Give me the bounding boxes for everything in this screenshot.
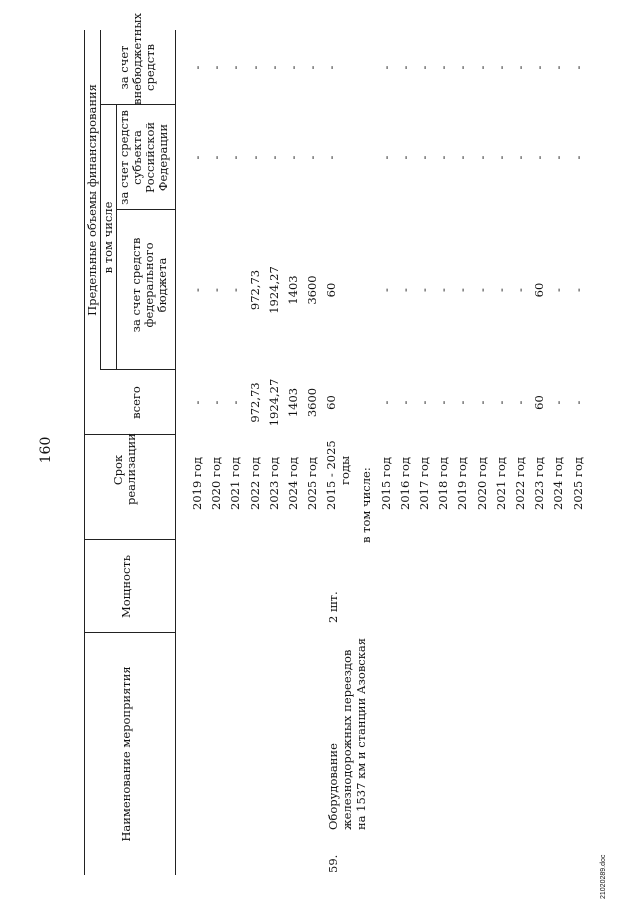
header-regional: за счет средств субъекта Российской Федерации [117,110,170,205]
federal-cell: 3600 [305,275,320,305]
period-cell: 2025 год [305,457,320,510]
regional-cell: - [228,155,243,160]
extrabudget-cell: - [397,65,412,70]
extrabudget-cell: - [286,65,300,70]
regional-cell: - [209,155,224,160]
col-divider-federal [116,209,175,210]
item-period-line1: 2015 - 2025 [324,440,339,510]
total-cell: - [551,400,566,405]
period-cell: 2023 год [532,457,547,510]
regional-cell: - [455,155,470,160]
extrabudget-cell: - [378,65,393,70]
period-cell: 2015 год [378,457,393,510]
regional-cell: - [378,155,393,160]
total-cell: 3600 [305,387,320,418]
extrabudget-cell: - [209,65,224,70]
total-cell: 972,73 [247,382,262,423]
header-including: в том числе [101,201,115,274]
regional-cell: - [474,155,489,160]
period-cell: 2021 год [228,457,243,510]
period-cell: 2017 год [417,457,431,510]
extrabudget-cell: - [417,65,431,70]
period-cell: 2023 год [266,457,281,510]
total-cell: - [436,400,451,405]
header-funding: Предельные объемы финансирования [85,84,99,316]
header-federal: за счет средств федерального бюджета [129,237,169,333]
total-cell: - [493,400,508,405]
item-capacity: 2 шт. [326,591,340,623]
regional-cell: - [417,155,431,160]
regional-cell: - [266,155,281,160]
regional-cell: - [551,155,566,160]
total-cell: 60 [532,395,547,410]
federal-cell: - [570,288,585,292]
federal-cell: - [474,288,489,292]
header-total: всего [129,386,143,419]
total-cell: - [190,400,204,405]
federal-cell: - [513,288,527,292]
extrabudget-cell: - [190,65,204,70]
item-total-cell: 60 [324,395,339,410]
extrabudget-cell: - [513,65,527,70]
header-capacity: Мощность [119,554,133,619]
federal-cell: - [436,288,451,292]
total-cell: 1924,27 [266,378,281,427]
extrabudget-cell: - [570,65,585,70]
regional-cell: - [532,155,547,160]
period-cell: 2024 год [286,457,300,510]
federal-cell: - [493,288,508,292]
regional-cell: - [286,155,300,160]
period-cell: 2020 год [474,457,489,510]
extrabudget-cell: - [247,65,262,70]
extrabudget-cell: - [228,65,243,70]
period-cell: 2022 год [247,457,262,510]
total-cell: - [417,400,431,405]
federal-cell: - [228,288,243,292]
regional-cell: - [493,155,508,160]
total-cell: - [455,400,470,405]
period-cell: 2025 год [570,457,585,510]
federal-cell: - [397,288,412,292]
extrabudget-cell: - [305,65,320,70]
file-reference: 21020289.doc [600,854,607,899]
item-extrabudget-cell: - [324,65,339,70]
federal-cell: 972,73 [247,269,262,311]
extrabudget-cell: - [436,65,451,70]
item-name: Оборудование железнодорожных переездов на 1537 км и станции Азовская [326,637,368,830]
extrabudget-cell: - [493,65,508,70]
regional-cell: - [247,155,262,160]
item-federal-cell: 60 [324,282,339,298]
period-cell: 2024 год [551,457,566,510]
federal-cell: - [190,288,204,292]
item-regional-cell: - [324,155,339,160]
regional-cell: - [436,155,451,160]
period-cell: 2021 год [493,457,508,510]
total-cell: - [378,400,393,405]
period-cell: 2018 год [436,457,451,510]
header-bottom-border [175,30,176,875]
regional-cell: - [305,155,320,160]
federal-cell: 1924,27 [266,266,281,314]
period-cell: 2022 год [513,457,527,510]
total-cell: - [474,400,489,405]
header-name: Наименование мероприятия [119,666,133,842]
header-extrabudget: за счет внебюджетных средств [117,12,157,105]
regional-cell: - [397,155,412,160]
federal-cell: 1403 [286,275,300,305]
header-period: Срок реализации [111,433,138,505]
extrabudget-cell: - [455,65,470,70]
total-cell: - [570,400,585,405]
regional-cell: - [513,155,527,160]
federal-cell: - [551,288,566,292]
total-cell: - [513,400,527,405]
regional-cell: - [190,155,204,160]
period-cell: 2019 год [455,457,470,510]
extrabudget-cell: - [266,65,281,70]
federal-cell: - [378,288,393,292]
federal-cell: 60 [532,282,547,298]
total-cell: - [209,400,224,405]
period-cell: 2016 год [397,457,412,510]
total-cell: 1403 [286,387,300,418]
period-cell: 2019 год [190,457,204,510]
total-cell: - [228,400,243,405]
total-cell: - [397,400,412,405]
regional-cell: - [570,155,585,160]
federal-cell: - [209,288,224,292]
federal-cell: - [417,288,431,292]
extrabudget-cell: - [532,65,547,70]
page-number: 160 [38,436,54,464]
extrabudget-cell: - [551,65,566,70]
federal-cell: - [455,288,470,292]
extrabudget-cell: - [474,65,489,70]
including-label: в том числе: [359,467,374,543]
period-cell: 2020 год [209,457,224,510]
item-number: 59. [326,854,340,873]
item-period-line2: годы [338,455,353,485]
funding-subheader-line [100,30,101,370]
